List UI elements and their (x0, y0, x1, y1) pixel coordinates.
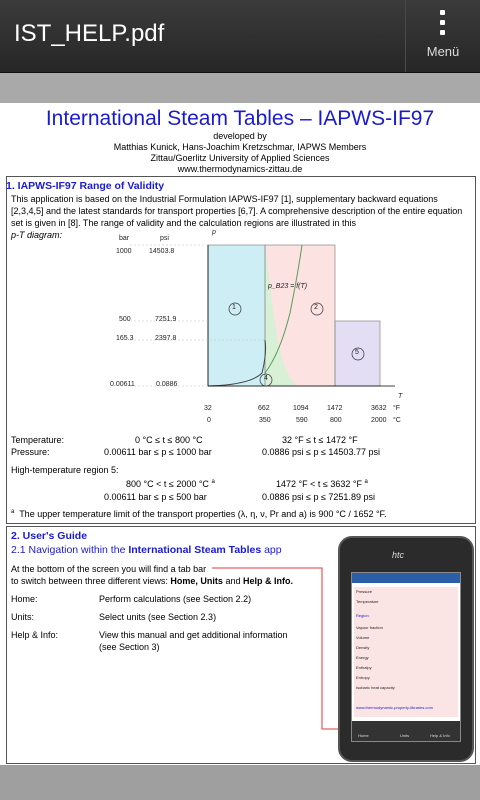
c-tick-350: 350 (259, 417, 271, 424)
region-2-label: 2 (314, 304, 318, 311)
psi-tick-7251: 7251.9 (155, 316, 177, 323)
psi-tick-2397: 2397.8 (155, 335, 177, 342)
press-range-si: 0.00611 bar ≤ p ≤ 1000 bar (104, 447, 212, 457)
bar-tick-0006: 0.00611 (110, 381, 135, 388)
c-unit: °C (393, 417, 401, 424)
f-tick-3632: 3632 (371, 405, 387, 412)
authors: Matthias Kunick, Hans-Joachim Kretzschmar, IAPWS Members (113, 142, 367, 152)
footnote: $^a$ The upper temperature limit of the transport properties (λ, η, ν, Pr and a) is 900 °C / 1652 °F. (11, 509, 387, 519)
region-4-label: 4 (264, 375, 268, 382)
section-2-1-heading: 2.1 Navigation within the International Steam Tables app (11, 544, 282, 556)
menu-label: Menü (426, 44, 460, 59)
phone-screen (351, 572, 461, 742)
phone-tabs-strip (352, 573, 460, 583)
website: www.thermodynamics-zittau.de (177, 164, 303, 174)
menu-button[interactable] (405, 0, 480, 72)
ht-press-si: 0.00611 bar ≤ p ≤ 500 bar (104, 492, 207, 502)
bar-tick-165: 165.3 (116, 335, 134, 342)
help-text-2: (see Section 3) (99, 642, 160, 652)
pt-diagram (110, 233, 410, 433)
psi-tick-0088: 0.0886 (156, 381, 178, 388)
home-label: Home: (11, 594, 38, 604)
bar-axis-label: bar (119, 235, 130, 242)
temperature-label: Temperature: (11, 435, 65, 445)
home-text: Perform calculations (see Section 2.2) (99, 594, 252, 604)
intro-line-2: to switch between three different views: Home, Units and Help & Info. (11, 576, 293, 586)
ht-temp-us: 1472 °F < t ≤ 3632 °F $^a$ (276, 479, 368, 489)
units-text: Select units (see Section 2.3) (99, 612, 217, 622)
region-1-area (208, 245, 265, 386)
page-gap-top (0, 73, 480, 103)
c-tick-800: 800 (330, 417, 342, 424)
c-tick-0: 0 (207, 417, 211, 424)
f-tick-1472: 1472 (327, 405, 343, 412)
f-tick-662: 662 (258, 405, 270, 412)
university: Zittau/Goerlitz University of Applied Sciences (150, 153, 330, 163)
app-bar (0, 0, 480, 73)
phone-image (338, 536, 474, 762)
overflow-menu-icon (440, 10, 446, 40)
c-tick-2000: 2000 (371, 417, 387, 424)
section-2-heading: 2. User's Guide (11, 530, 88, 542)
c-tick-590: 590 (296, 417, 308, 424)
units-label: Units: (11, 612, 35, 622)
high-temp-label: High-temperature region 5: (11, 465, 119, 475)
b23-label: p_B23 = f(T) (268, 283, 308, 290)
phone-table: Pressure Temperature Region Vapour fraction Volume Density Energy Enthalpy Entropy Isobaric heat capacity www.thermodynamic-property-libraries.com (354, 587, 458, 717)
f-tick-1094: 1094 (293, 405, 309, 412)
press-range-us: 0.0886 psi ≤ p ≤ 14503.77 psi (262, 447, 380, 457)
pressure-label: Pressure: (11, 447, 50, 457)
psi-tick-14503: 14503.8 (149, 248, 175, 255)
p-axis-symbol: p (212, 229, 216, 236)
intro-line-1: At the bottom of the screen you will find a tab bar (11, 564, 207, 574)
t-axis-symbol: T (398, 393, 403, 400)
document-title: IST_HELP.pdf (14, 20, 165, 47)
bar-tick-1000: 1000 (116, 248, 132, 255)
pdf-page[interactable] (0, 103, 480, 765)
psi-axis-label: psi (160, 235, 169, 242)
page-gap-bottom (0, 765, 480, 800)
phone-tab-bar: Home Units Help & Info (352, 721, 460, 741)
bar-tick-500: 500 (119, 316, 131, 323)
ht-temp-si: 800 °C < t ≤ 2000 °C $^a$ (126, 479, 215, 489)
phone-brand: htc (392, 550, 405, 560)
region-1-label: 1 (232, 304, 236, 311)
section-1-paragraph: This application is based on the Industrial Formulation IAPWS-IF97 [1], supplementary backward equations [2,3,4,5] and the latest standards for transport properties [6,7]. A comprehensive description of the entire equation set is given in [8]. The range of validity and the calculation regions are illustrated in this (11, 194, 463, 228)
diagram-ref: p-T diagram: (11, 230, 63, 240)
f-tick-32: 32 (204, 405, 212, 412)
help-label: Help & Info: (11, 630, 59, 640)
temp-range-us: 32 °F ≤ t ≤ 1472 °F (282, 435, 358, 445)
callout-line (200, 563, 360, 743)
help-text: View this manual and get additional information (99, 630, 288, 640)
region-5-label: 5 (355, 349, 359, 356)
developed-by: developed by (213, 131, 267, 141)
section-1-heading: 1. IAPWS-IF97 Range of Validity (6, 180, 165, 192)
f-unit: °F (393, 405, 401, 412)
ht-press-us: 0.0886 psi ≤ p ≤ 7251.89 psi (262, 492, 375, 502)
doc-heading: International Steam Tables – IAPWS-IF97 (45, 107, 435, 130)
temp-range-si: 0 °C ≤ t ≤ 800 °C (135, 435, 203, 445)
